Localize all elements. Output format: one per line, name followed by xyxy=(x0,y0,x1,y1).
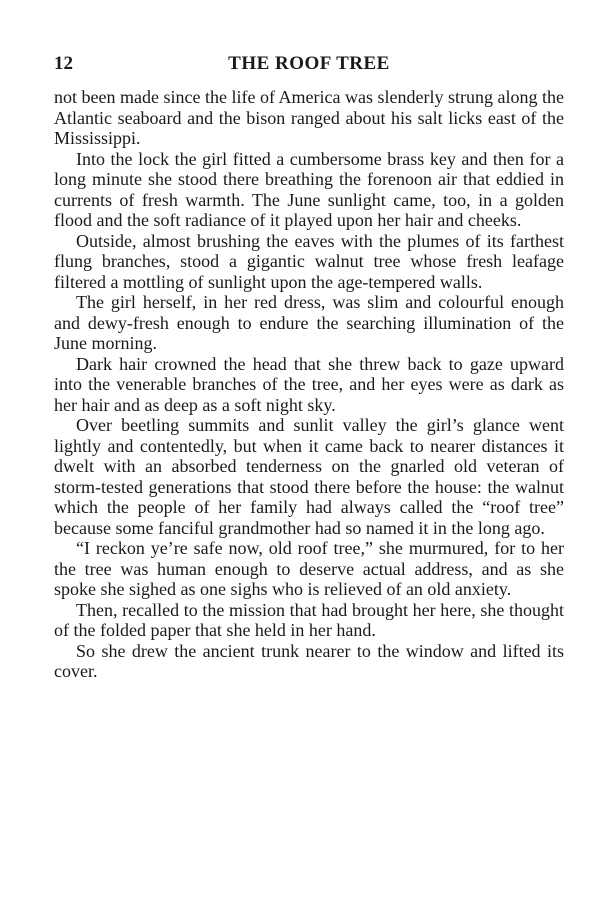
running-head xyxy=(54,52,564,76)
paragraph: Then, recalled to the mission that had brought her here, she thought of the folded paper that she held in her hand. xyxy=(54,599,564,640)
page-number: 12 xyxy=(54,53,73,74)
paragraph: Over beetling summits and sunlit valley the girl’s glance went lightly and contentedly, but when it came back to nearer distances it dwelt with an absorbed tenderness on the gnarled old veteran of storm-tested generations that stood there before the house: the walnut which the people of her family had always called the “roof tree” because some fanciful grandmother had so named it in the long ago. xyxy=(54,415,564,538)
paragraph: Dark hair crowned the head that she threw back to gaze upward into the venerable branches of the tree, and her eyes were as dark as her hair and as deep as a soft night sky. xyxy=(54,353,564,415)
running-title: THE ROOF TREE xyxy=(228,53,390,74)
paragraph: So she drew the ancient trunk nearer to the window and lifted its cover. xyxy=(54,640,564,681)
body-text xyxy=(54,87,564,682)
paragraph: “I reckon ye’re safe now, old roof tree,” she murmured, for to her the tree was human enough to deserve actual address, and as she spoke she sighed as one sighs who is relieved of an old anxiety. xyxy=(54,538,564,599)
paragraph: Outside, almost brushing the eaves with the plumes of its farthest flung branches, stood a gigantic walnut tree whose fresh leafage filtered a mottling of sunlight upon the age-tempered walls. xyxy=(54,230,564,292)
paragraph-continued: not been made since the life of America was slenderly strung along the Atlantic seaboard and the bison ranged about his salt licks east of the Mississippi. xyxy=(54,87,564,148)
paragraph: Into the lock the girl fitted a cumbersome brass key and then for a long minute she stood there breathing the forenoon air that eddied in currents of fresh warmth. The June sunlight came, too, in a golden flood and the soft radiance of it played upon her hair and cheeks. xyxy=(54,148,564,230)
paragraph: The girl herself, in her red dress, was slim and colourful enough and dewy-fresh enough to endure the searching illumination of the June morning. xyxy=(54,292,564,353)
